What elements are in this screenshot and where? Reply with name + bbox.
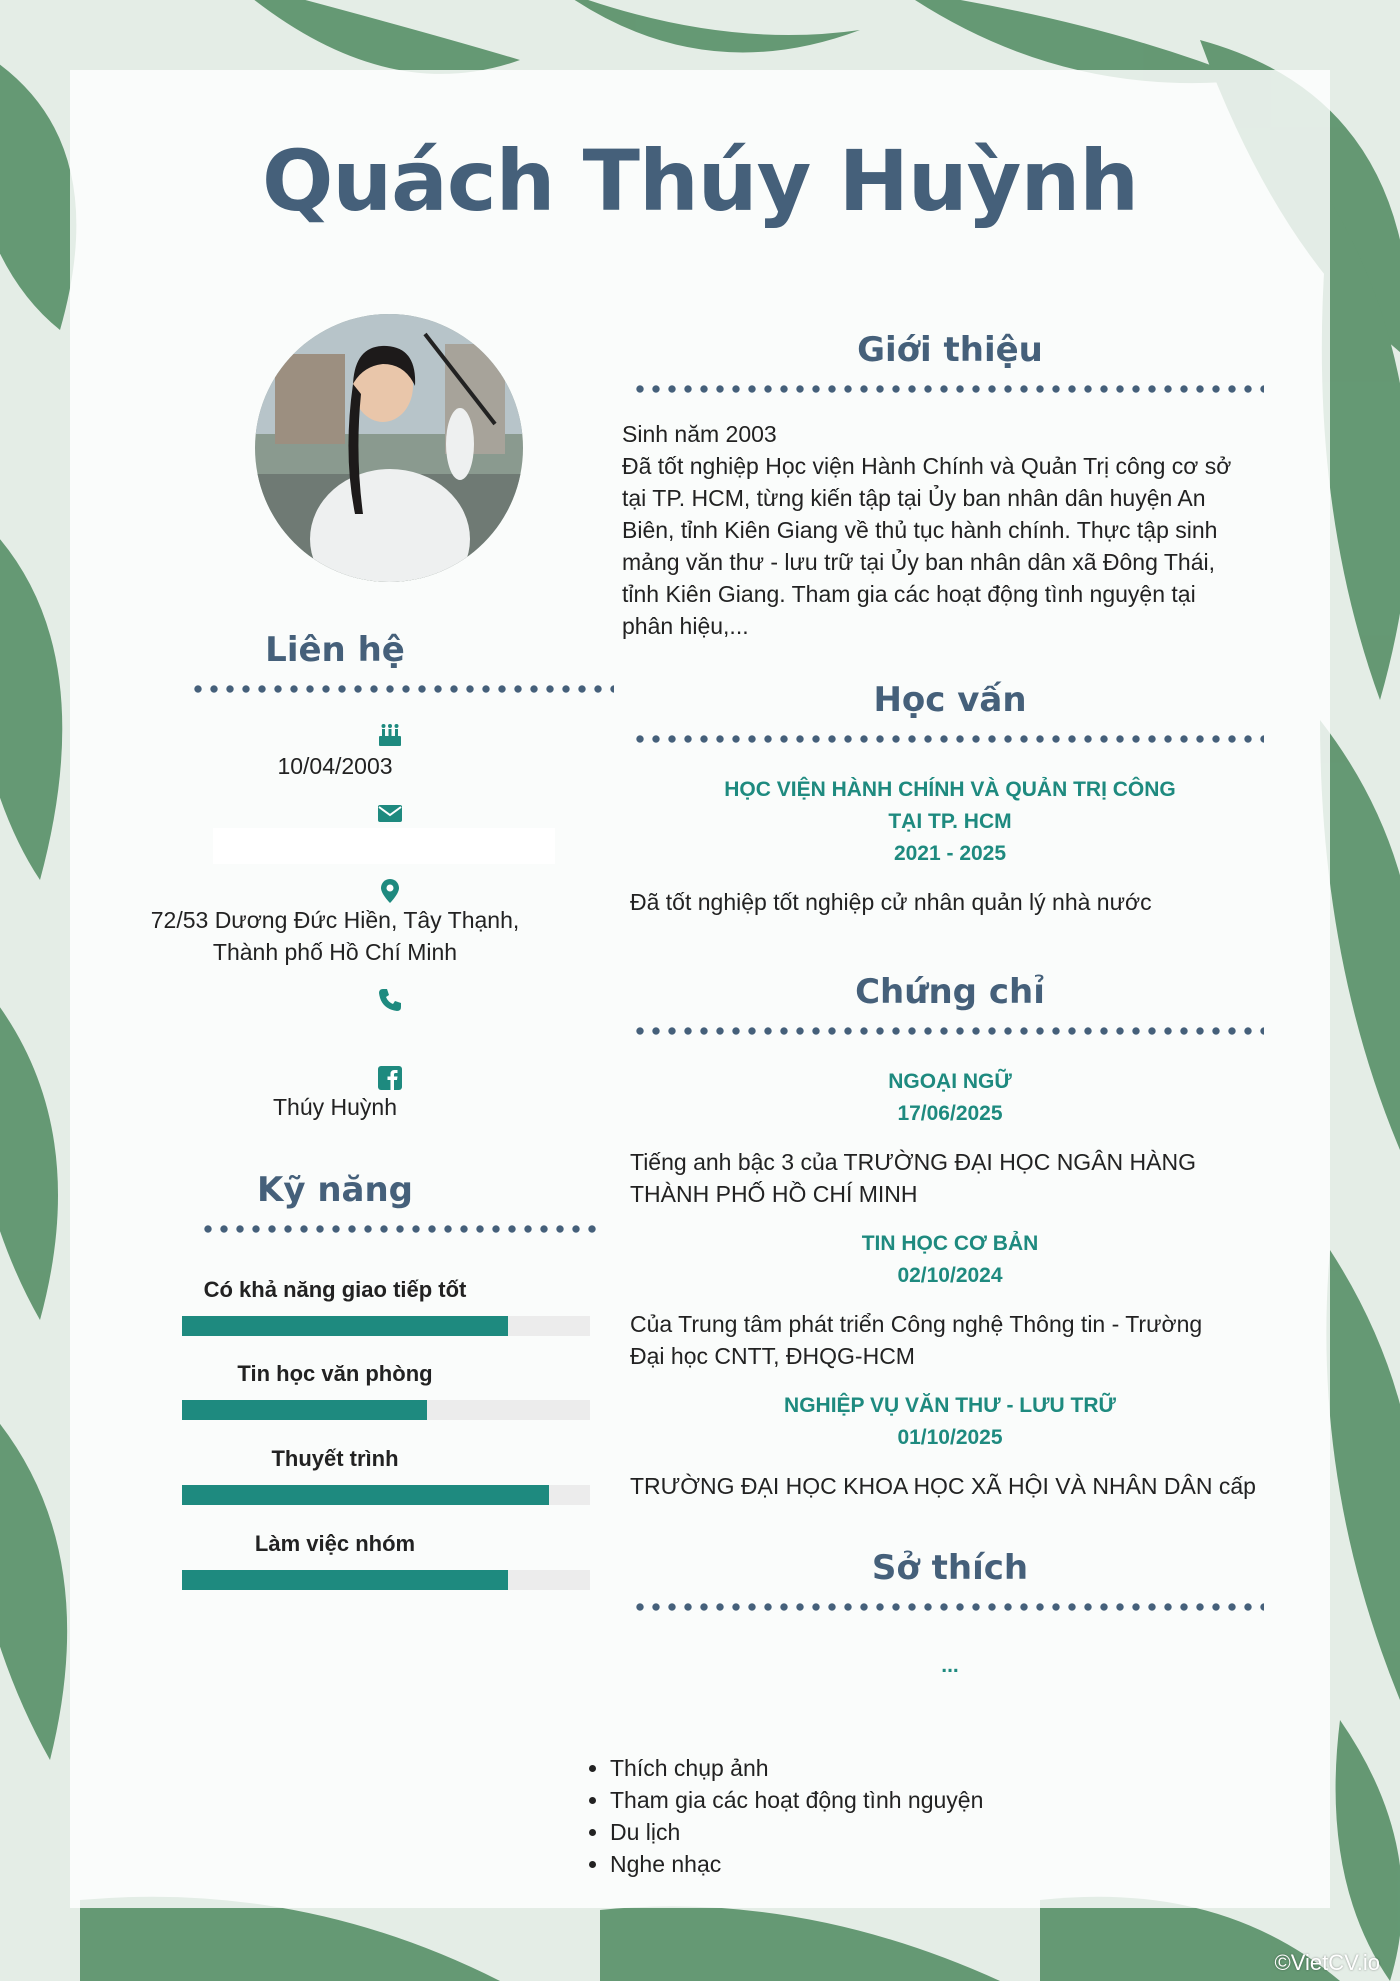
school-name-line1: HỌC VIỆN HÀNH CHÍNH VÀ QUẢN TRỊ CÔNG: [724, 778, 1176, 801]
intro-title: Giới thiệu: [857, 330, 1043, 370]
birthday-text: 10/04/2003: [277, 753, 393, 779]
certificate-name: NGHIỆP VỤ VĂN THƯ - LƯU TRỮ: [784, 1394, 1116, 1417]
certificates-divider: [632, 1027, 1264, 1035]
email-field: [213, 828, 555, 864]
certificate-description: Tiếng anh bậc 3 của TRƯỜNG ĐẠI HỌC NGÂN HÀNG THÀNH PHỐ HỒ CHÍ MINH: [630, 1149, 1196, 1207]
certificate-name: NGOẠI NGỮ: [888, 1070, 1012, 1093]
certificate-description: Của Trung tâm phát triển Công nghệ Thông tin - Trường Đại học CNTT, ĐHQG-HCM: [630, 1311, 1203, 1369]
skill-label: Tin học văn phòng: [237, 1361, 433, 1386]
envelope-icon: [375, 798, 405, 828]
list-item: • Nghe nhạc: [610, 1848, 983, 1880]
intro-divider: [632, 385, 1264, 393]
list-item: • Du lịch: [610, 1816, 983, 1848]
cv-page: [70, 70, 1330, 1908]
phone-icon: [375, 985, 405, 1015]
certificate-date: 01/10/2025: [897, 1426, 1003, 1449]
hobbies-list: [575, 1752, 983, 1880]
certificate-date: 17/06/2025: [897, 1102, 1003, 1125]
education-period: 2021 - 2025: [893, 842, 1007, 865]
avatar: [255, 314, 523, 582]
skill-label: Thuyết trình: [271, 1446, 399, 1471]
certificate-description: TRƯỜNG ĐẠI HỌC KHOA HỌC XÃ HỘI VÀ NHÂN DÂN cấp: [630, 1473, 1256, 1499]
birthday-cake-icon: [375, 720, 405, 750]
skills-divider: [200, 1225, 604, 1233]
map-pin-icon: [375, 876, 405, 906]
facebook-icon: [375, 1063, 405, 1093]
skill-bar: [182, 1316, 590, 1336]
facebook-text: Thúy Huỳnh: [272, 1094, 397, 1120]
hobbies-title: Sở thích: [871, 1548, 1029, 1588]
skill-bar-fill: [182, 1570, 508, 1590]
intro-text: Sinh năm 2003 Đã tốt nghiệp Học viện Hành Chính và Quản Trị công cơ sở tại TP. HCM, từng kiến tập tại Ủy ban nhân dân huyện An Biên, tỉnh Kiên Giang về thủ tục hành chính. Thực tập sinh mảng văn thư - lưu trữ tại Ủy ban nhân dân xã Đông Thái, tỉnh Kiên Giang. Tham gia các hoạt động tình nguyện tại phân hiệu,...: [622, 421, 1232, 639]
hobbies-divider: [632, 1603, 1264, 1611]
school-name-line2: TẠI TP. HCM: [888, 810, 1012, 833]
contact-divider: [190, 685, 614, 693]
skill-label: Có khả năng giao tiếp tốt: [203, 1277, 467, 1302]
certificate-date: 02/10/2024: [897, 1264, 1003, 1287]
skill-bar-fill: [182, 1400, 427, 1420]
list-item: • Thích chụp ảnh: [610, 1752, 983, 1784]
certificate-name: TIN HỌC CƠ BẢN: [861, 1232, 1039, 1255]
skill-bar: [182, 1400, 590, 1420]
skill-bar: [182, 1570, 590, 1590]
watermark: ©VietCV.io: [1274, 1950, 1380, 1975]
education-description: Đã tốt nghiệp tốt nghiệp cử nhân quản lý nhà nước: [630, 889, 1152, 915]
contact-title: Liên hệ: [265, 630, 405, 670]
address-line2: Thành phố Hồ Chí Minh: [212, 939, 458, 965]
skill-bar-fill: [182, 1485, 549, 1505]
skills-title: Kỹ năng: [256, 1170, 414, 1210]
hobbies-subtitle: ...: [941, 1654, 959, 1677]
address-line1: 72/53 Dương Đức Hiền, Tây Thạnh,: [150, 907, 520, 933]
certificates-title: Chứng chỉ: [855, 972, 1045, 1012]
education-title: Học vấn: [873, 680, 1027, 720]
list-item: • Tham gia các hoạt động tình nguyện: [610, 1784, 983, 1816]
skill-label: Làm việc nhóm: [254, 1531, 416, 1556]
education-divider: [632, 735, 1264, 743]
skill-bar: [182, 1485, 590, 1505]
skill-bar-fill: [182, 1316, 508, 1336]
person-name: Quách Thúy Huỳnh: [261, 132, 1139, 230]
